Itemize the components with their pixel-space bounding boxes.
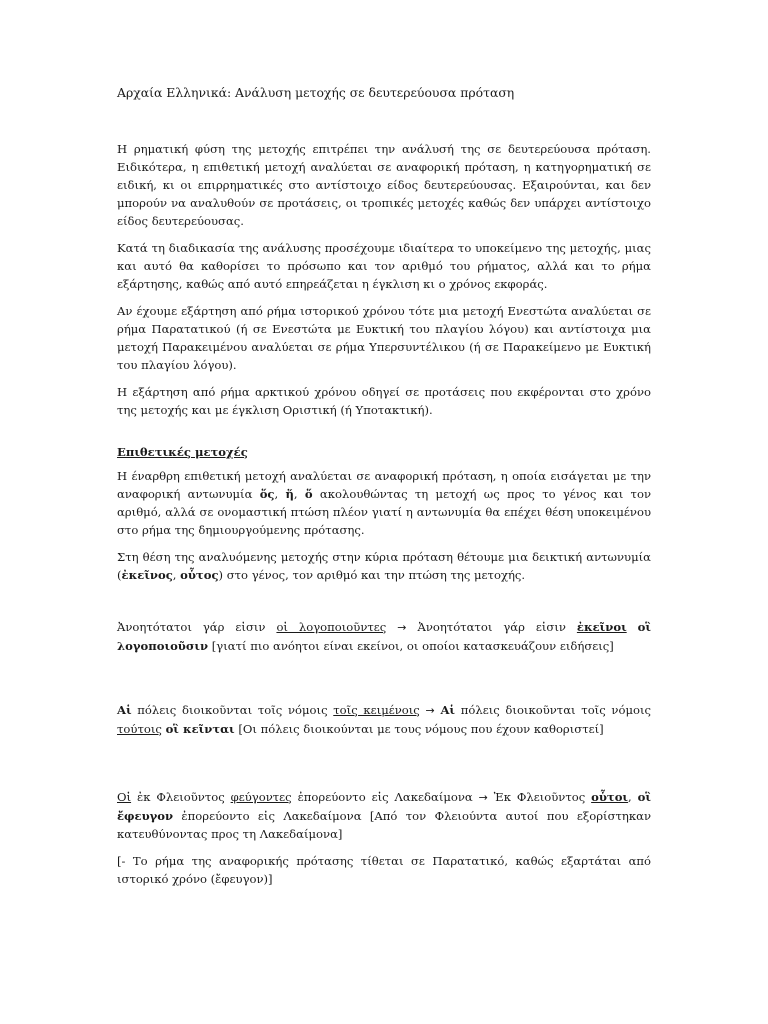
- demonstrative-pronoun: ἐκεῖνοι: [576, 620, 627, 634]
- intro-paragraph-3: Αν έχουμε εξάρτηση από ρήμα ιστορικού χρόνου τότε μια μετοχή Ενεστώτα αναλύεται σε ρήμα Παρατατικού (ή σε Ενεστώτα με Ευκτική του πλαγίου λόγου) και αντίστοιχα μια μετοχή Παρακειμένου αναλύεται σε ρήμα Υπερσυντέλικου (ή σε Παρακείμενο με Ευκτική του πλαγίου λόγου).: [117, 304, 651, 372]
- arrow-icon: →: [397, 621, 407, 634]
- text-span: πόλεις διοικοῦνται τοῖς νόμοις: [455, 703, 652, 717]
- intro-paragraph-4: Η εξάρτηση από ρήμα αρκτικού χρόνου οδηγεί σε προτάσεις που εκφέρονται στο χρόνο της μετοχής και με έγκλιση Οριστική (ή Υποτακτική).: [117, 385, 651, 417]
- pronoun-ekeinos: ἐκεῖνος: [121, 568, 173, 582]
- note-paragraph: [- Το ρήμα της αναφορικής πρότασης τίθεται σε Παρατατικό, καθώς εξαρτάται από ιστορικό χρόνο (ἔφευγον)]: [117, 854, 651, 886]
- article: Αἱ: [440, 703, 456, 717]
- intro-paragraph-2: Κατά τη διαδικασία της ανάλυσης προσέχουμε ιδιαίτερα το υποκείμενο της μετοχής, μιας και αυτό θα καθορίσει το πρόσωπο και τον αριθμό του ρήματος, αλλά και το ρήμα εξάρτησης, καθώς από αυτό επηρεάζεται η έγκλιση κι ο χρόνος εκφοράς.: [117, 241, 651, 291]
- article: Αἱ: [117, 703, 132, 717]
- demonstrative-pronoun: οὗτοι: [591, 790, 629, 804]
- translation: [γιατί πιο ανόητοι είναι εκείνοι, οι οποίοι κατασκευάζουν ειδήσεις]: [208, 639, 614, 653]
- text-span: Ἀνοητότατοι γάρ εἰσιν: [406, 620, 577, 634]
- pronoun-hos: ὅς: [259, 487, 275, 501]
- relative-clause: οἳ λογοποιοῦσιν: [117, 620, 651, 653]
- pronoun-ho: ὅ: [304, 487, 313, 501]
- separator: ,: [172, 568, 181, 582]
- separator: ,: [274, 487, 286, 501]
- document-body: [117, 84, 651, 897]
- participle-phrase: φεύγοντες: [230, 790, 292, 804]
- text-span: ) στο γένος, τον αριθμό και την πτώση της μετοχής.: [218, 568, 526, 582]
- separator: ,: [628, 790, 638, 804]
- translation: ἐπορεύοντο εἰς Λακεδαίμονα [Από τον Φλειούντα αυτοί που εξορίστηκαν κατευθύνοντας προς τη Λακεδαίμονα]: [117, 809, 651, 841]
- text-span: Η έναρθρη επιθετική μετοχή αναλύεται σε αναφορική πρόταση, η οποία εισάγεται με την αναφορική αντωνυμία: [117, 469, 651, 501]
- separator: ,: [293, 487, 305, 501]
- document-title: Αρχαία Ελληνικά: Ανάλυση μετοχής σε δευτερεύουσα πρόταση: [117, 85, 515, 100]
- section-heading: Επιθετικές μετοχές: [117, 445, 248, 459]
- example-3: [117, 788, 651, 843]
- relative-clause: οἳ ἔφευγον: [117, 790, 651, 823]
- text-span: ἐπορεύοντο εἰς Λακεδαίμονα: [291, 790, 479, 804]
- text-span: Ἐκ Φλειοῦντος: [487, 790, 592, 804]
- text-span: Στη θέση της αναλυόμενης μετοχής στην κύρια πρόταση θέτουμε μια δεικτική αντωνυμία (: [117, 550, 651, 582]
- section-paragraph-2: [117, 548, 651, 584]
- text-span: ακολουθώντας τη μετοχή ως προς το γένος και τον αριθμό, αλλά σε ονομαστική πτώση πλέον γιατί η αντωνυμία θα επέχει θέση υποκειμένου στο ρήμα της δημιουργούμενης πρότασης.: [117, 487, 651, 537]
- participle-phrase: οἱ λογοποιοῦντες: [276, 620, 387, 634]
- participle-phrase: τοῖς κειμένοις: [333, 703, 420, 717]
- text-span: Ἀνοητότατοι γάρ εἰσιν: [117, 620, 277, 634]
- arrow-icon: →: [478, 791, 488, 804]
- pronoun-houtos: οὗτος: [180, 568, 219, 582]
- intro-paragraph-1: Η ρηματική φύση της μετοχής επιτρέπει την ανάλυσή της σε δευτερεύουσα πρόταση. Ειδικότερα, η επιθετική μετοχή αναλύεται σε αναφορική πρόταση, η κατηγορηματική σε ειδική, κι οι επιρρηματικές στο αντίστοιχο είδος δευτερεύουσας. Εξαιρούνται, και δεν μπορούν να αναλυθούν σε προτάσεις, οι τροπικές μετοχές καθώς δεν υπάρχει αντίστοιχο είδος δευτερεύουσας.: [117, 142, 651, 228]
- pronoun-he: ἥ: [285, 487, 294, 501]
- relative-clause: οἳ κεῖνται: [165, 722, 235, 736]
- article: Οἱ: [117, 790, 132, 804]
- arrow-icon: →: [425, 704, 435, 717]
- text-span: πόλεις διοικοῦνται τοῖς νόμοις: [131, 703, 334, 717]
- translation: [Οι πόλεις διοικούνται με τους νόμους που έχουν καθοριστεί]: [234, 722, 604, 736]
- demonstrative-pronoun: τούτοις: [117, 722, 162, 736]
- section-paragraph-1: [117, 467, 651, 539]
- example-2: [117, 701, 651, 738]
- example-1: [117, 618, 651, 655]
- text-span: ἐκ Φλειοῦντος: [131, 790, 231, 804]
- separator: [627, 620, 638, 634]
